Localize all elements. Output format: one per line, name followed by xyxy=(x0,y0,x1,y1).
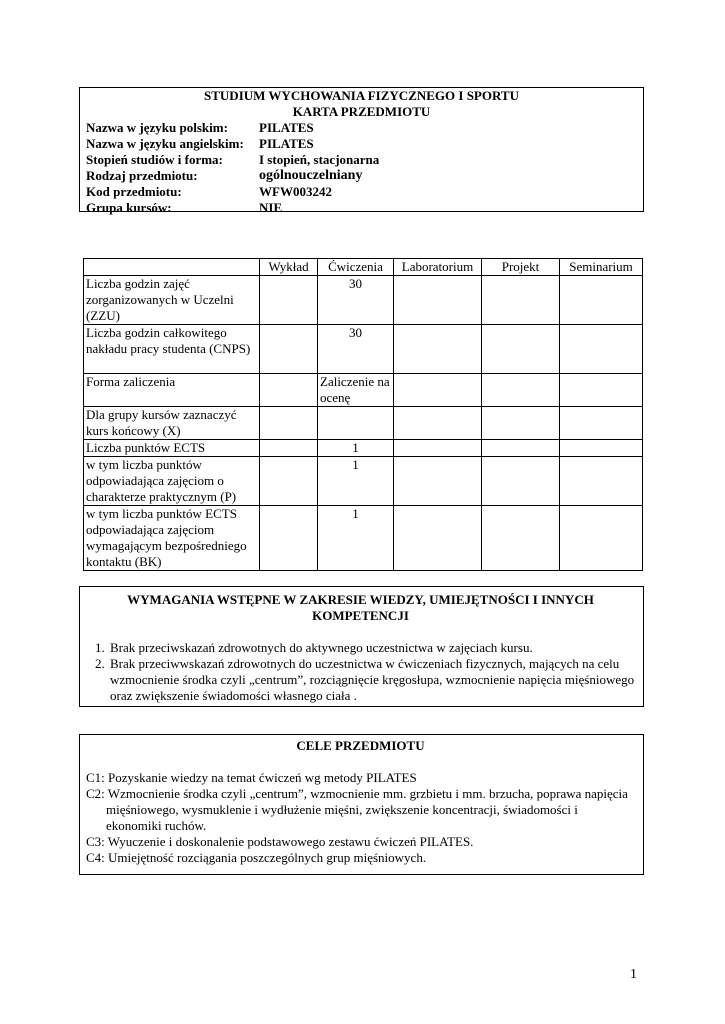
row-label: w tym liczba punktów odpowiadająca zajęciom o charakterze praktycznym (P) xyxy=(84,457,260,506)
list-item: C2: Wzmocnienie środka czyli „centrum”, wzmocnienie mm. grzbietu i mm. brzucha, poprawa napięcia mięśniowego, wysmuklenie i wydłużenie mięśni, zwiększenie koncentracji, świadomości i ekonomiki ruchów. xyxy=(86,786,628,833)
field-value: NIE xyxy=(259,200,283,215)
table-cell xyxy=(260,457,318,506)
field-row-study-level xyxy=(86,152,637,168)
table-cell xyxy=(394,407,482,440)
table-cell xyxy=(260,506,318,571)
field-value: PILATES xyxy=(259,136,314,151)
field-value: WFW003242 xyxy=(259,184,332,199)
list-item: C4: Umiejętność rozciągania poszczególnych grup mięśniowych. xyxy=(86,850,427,865)
table-cell xyxy=(560,457,643,506)
table-cell xyxy=(260,374,318,407)
list-item: 2. Brak przeciwwskazań zdrowotnych do uczestnictwa w ćwiczeniach fizycznych, mających na celu wzmocnienie środka czyli „centrum”, rozciągnięcie kręgosłupa, wzmocnienie napięcia mięśniowego oraz zwiększenie świadomości własnego ciała . xyxy=(108,656,635,704)
table-cell xyxy=(260,325,318,374)
table-cell xyxy=(394,440,482,457)
table-row xyxy=(84,457,643,506)
institution-title: STUDIUM WYCHOWANIA FIZYCZNEGO I SPORTU xyxy=(204,88,519,103)
requirements-title: WYMAGANIA WSTĘPNE W ZAKRESIE WIEDZY, UMIEJĘTNOŚCI I INNYCH KOMPETENCJI xyxy=(127,592,594,623)
table-cell xyxy=(394,506,482,571)
table-row xyxy=(84,407,643,440)
table-cell xyxy=(560,506,643,571)
table-cell xyxy=(394,457,482,506)
field-row-polish-name xyxy=(86,120,637,136)
field-label: Nazwa w języku angielskim: xyxy=(86,136,244,151)
table-cell xyxy=(482,276,560,325)
list-item: C3: Wyuczenie i doskonalenie podstawowego zestawu ćwiczeń PILATES. xyxy=(86,834,474,849)
table-cell: 1 xyxy=(318,457,394,506)
field-label: Kod przedmiotu: xyxy=(86,184,182,199)
table-cell: 30 xyxy=(318,276,394,325)
table-row xyxy=(84,325,643,374)
table-cell xyxy=(482,374,560,407)
field-label: Nazwa w języku polskim: xyxy=(86,120,228,135)
list-item: 1. Brak przeciwskazań zdrowotnych do aktywnego uczestnictwa w zajęciach kursu. xyxy=(108,640,635,656)
table-row xyxy=(84,276,643,325)
table-cell xyxy=(260,276,318,325)
row-label: Dla grupy kursów zaznaczyć kurs końcowy (X) xyxy=(84,407,260,440)
field-value: PILATES xyxy=(259,120,314,135)
requirements-section xyxy=(79,586,644,707)
table-cell xyxy=(482,506,560,571)
goals-section xyxy=(79,734,644,875)
table-cell xyxy=(394,374,482,407)
table-cell xyxy=(482,407,560,440)
list-item: C1: Pozyskanie wiedzy na temat ćwiczeń wg metody PILATES xyxy=(86,770,417,785)
column-header-project: Projekt xyxy=(482,259,560,276)
course-card-header xyxy=(79,87,644,215)
table-header-row xyxy=(84,259,643,276)
field-row-course-code xyxy=(86,184,637,200)
field-label: Stopień studiów i forma: xyxy=(86,152,223,167)
field-value: ogólnouczelniany xyxy=(259,168,363,183)
table-cell xyxy=(482,457,560,506)
table-cell xyxy=(560,407,643,440)
table-cell xyxy=(318,407,394,440)
table-cell xyxy=(560,276,643,325)
card-title: KARTA PRZEDMIOTU xyxy=(292,104,431,119)
table-cell: Zaliczenie na ocenę xyxy=(318,374,394,407)
column-header-laboratory: Laboratorium xyxy=(394,259,482,276)
table-cell xyxy=(394,325,482,374)
table-cell xyxy=(560,325,643,374)
field-label: Rodzaj przedmiotu: xyxy=(86,168,198,183)
field-label: Grupa kursów: xyxy=(86,200,172,215)
row-label: Liczba godzin zajęć zorganizowanych w Uczelni (ZZU) xyxy=(84,276,260,325)
table-cell xyxy=(560,374,643,407)
table-cell xyxy=(394,276,482,325)
field-value: I stopień, stacjonarna xyxy=(259,152,380,167)
field-row-course-group xyxy=(86,200,637,216)
column-header xyxy=(84,259,260,276)
requirements-list xyxy=(86,640,635,704)
field-row-course-type xyxy=(86,168,637,184)
hours-table xyxy=(83,258,643,571)
column-header-exercises: Ćwiczenia xyxy=(318,259,394,276)
table-cell xyxy=(260,440,318,457)
column-header-lecture: Wykład xyxy=(260,259,318,276)
table-cell: 1 xyxy=(318,440,394,457)
row-label: Liczba punktów ECTS xyxy=(84,440,260,457)
table-cell xyxy=(482,440,560,457)
row-label: Liczba godzin całkowitego nakładu pracy studenta (CNPS) xyxy=(84,325,260,374)
table-row xyxy=(84,506,643,571)
goals-title: CELE PRZEDMIOTU xyxy=(296,738,425,753)
field-row-english-name xyxy=(86,136,637,152)
table-row xyxy=(84,440,643,457)
table-cell xyxy=(560,440,643,457)
row-label: w tym liczba punktów ECTS odpowiadająca zajęciom wymagającym bezpośredniego kontaktu (BK) xyxy=(84,506,260,571)
table-row xyxy=(84,374,643,407)
column-header-seminar: Seminarium xyxy=(560,259,643,276)
table-cell: 30 xyxy=(318,325,394,374)
row-label: Forma zaliczenia xyxy=(84,374,260,407)
table-cell: 1 xyxy=(318,506,394,571)
table-cell xyxy=(260,407,318,440)
page-number: 1 xyxy=(630,967,637,982)
table-cell xyxy=(482,325,560,374)
